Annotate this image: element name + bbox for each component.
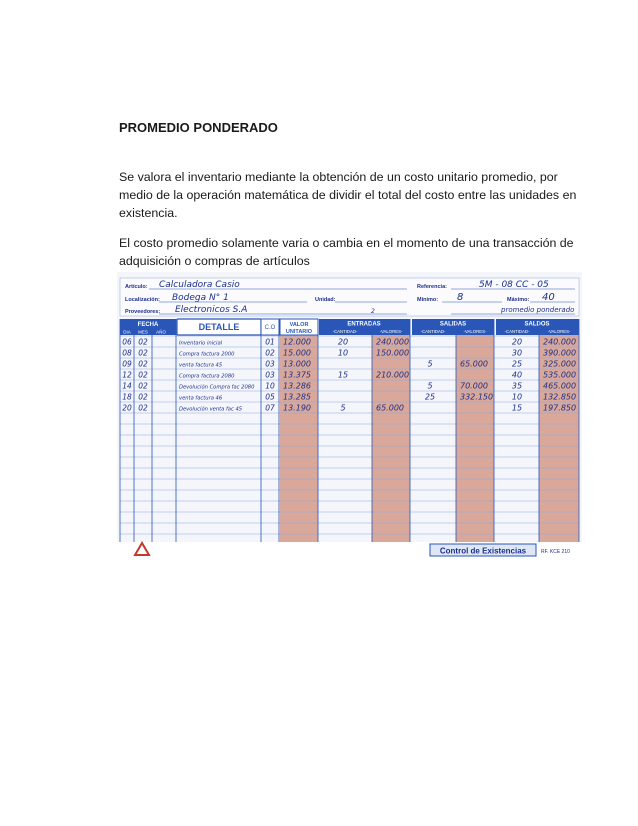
entradas-cantidad-header: -CANTIDAD-	[332, 329, 358, 334]
entradas-valores-header: -VALORES-	[379, 329, 403, 334]
cell-mes: 02	[138, 403, 148, 413]
cell-vu: 13.190	[283, 403, 311, 413]
mes-header: MES	[138, 329, 148, 335]
cell-sdo-cant: 35	[511, 381, 523, 391]
cell-sal-cant: 25	[424, 392, 436, 402]
saldos-header: SALDOS	[524, 321, 550, 328]
salidas-valores-header: -VALORES-	[463, 329, 487, 334]
ano-header: AÑO	[156, 329, 166, 335]
cell-sal-val: 70.000	[460, 381, 488, 391]
page-number: 2	[371, 308, 375, 315]
referencia-value: 5M - 08 CC - 05	[479, 280, 549, 290]
cell-co: 07	[265, 403, 275, 413]
kardex-card	[117, 272, 582, 562]
cell-detalle: venta factura 45	[179, 362, 223, 369]
cell-dia: 18	[122, 392, 132, 402]
cell-co: 03	[265, 370, 275, 380]
inventory-control-form	[117, 272, 582, 567]
detalle-header: DETALLE	[198, 322, 240, 332]
localizacion-label: Localización:	[125, 297, 160, 303]
cell-dia: 12	[122, 370, 132, 380]
cell-co: 03	[265, 359, 275, 369]
cell-sdo-val: 535.000	[543, 370, 577, 380]
fecha-header: FECHA	[137, 322, 159, 328]
co-header: C.O	[264, 325, 276, 331]
minimo-value: 8	[457, 292, 464, 303]
cell-vu: 12.000	[283, 337, 311, 347]
cell-co: 02	[265, 348, 275, 358]
cell-vu: 15.000	[283, 348, 311, 358]
cell-sdo-cant: 10	[511, 392, 523, 402]
cell-mes: 02	[138, 370, 148, 380]
cell-ent-val: 150.000	[376, 348, 410, 358]
cell-ent-val: 240.000	[376, 337, 410, 347]
cell-sdo-val: 465.000	[543, 381, 577, 391]
cell-vu: 13.375	[283, 370, 311, 380]
cell-ent-cant: 15	[337, 370, 349, 380]
cell-detalle: Compra factura 2000	[179, 351, 235, 358]
minimo-label: Mínimo:	[417, 297, 439, 303]
cell-sdo-val: 240.000	[543, 337, 577, 347]
cell-sdo-cant: 30	[511, 348, 523, 358]
cell-sdo-cant: 20	[511, 337, 523, 347]
saldos-cantidad-header: -CANTIDAD-	[504, 329, 530, 334]
cell-vu: 13.000	[283, 359, 311, 369]
proveedores-label: Proveedores:	[125, 309, 161, 315]
cell-sdo-val: 390.000	[543, 348, 577, 358]
cell-dia: 14	[122, 381, 132, 391]
proveedores-value: Electronicos S.A	[175, 305, 248, 315]
cell-vu: 13.285	[283, 392, 311, 402]
footer-reference: RF. KCE 210	[541, 549, 570, 555]
cell-mes: 02	[138, 337, 148, 347]
cell-sdo-cant: 40	[511, 370, 523, 380]
maximo-value: 40	[542, 292, 555, 303]
cell-ent-cant: 5	[340, 403, 346, 413]
articulo-value: Calculadora Casio	[159, 280, 240, 290]
cell-detalle: venta factura 46	[179, 395, 223, 402]
cell-sdo-val: 197.850	[543, 403, 577, 413]
cell-co: 05	[265, 392, 275, 402]
page-heading: PROMEDIO PONDERADO	[119, 120, 278, 135]
footer-title: Control de Existencias	[439, 546, 527, 556]
cell-co: 01	[265, 337, 275, 347]
referencia-label: Referencia:	[417, 284, 447, 290]
cell-sdo-cant: 25	[511, 359, 523, 369]
cell-sal-cant: 5	[427, 359, 433, 369]
cell-ent-val: 65.000	[376, 403, 404, 413]
dia-header: DIA	[123, 329, 131, 335]
cell-ent-val: 210.000	[376, 370, 410, 380]
cell-mes: 02	[138, 381, 148, 391]
maximo-label: Máximo:	[507, 297, 530, 303]
cell-ent-cant: 10	[337, 348, 349, 358]
cell-mes: 02	[138, 348, 148, 358]
cell-mes: 02	[138, 392, 148, 402]
cell-vu: 13.286	[283, 381, 311, 391]
articulo-label: Artículo:	[125, 284, 148, 290]
cell-detalle: Devolución venta fac 45	[179, 406, 243, 413]
cell-sal-val: 65.000	[460, 359, 488, 369]
cell-mes: 02	[138, 359, 148, 369]
cell-sdo-val: 132.850	[543, 392, 577, 402]
unidad-label: Unidad:	[315, 297, 336, 303]
cell-dia: 20	[122, 403, 132, 413]
salidas-header: SALIDAS	[439, 321, 467, 328]
cell-dia: 09	[122, 359, 132, 369]
paragraph-average-cost: El costo promedio solamente varia o cambia en el momento de una transacción de adquisición o compras de artículos	[119, 236, 574, 268]
cell-detalle: Inventario inicial	[179, 340, 223, 347]
cell-detalle: Compra factura 2080	[179, 373, 235, 380]
cell-dia: 08	[122, 348, 132, 358]
cell-sal-val: 332.150	[460, 392, 494, 402]
salidas-valores-column	[456, 319, 494, 542]
valor-header: VALOR	[289, 322, 309, 328]
unitario-header: UNITARIO	[285, 329, 313, 335]
saldos-valores-header: -VALORES-	[547, 329, 571, 334]
cell-dia: 06	[122, 337, 132, 347]
cell-detalle: Devolución Compra fac 2080	[179, 384, 255, 391]
metodo-value: promedio ponderado	[501, 306, 575, 314]
paragraph-definition: Se valora el inventario mediante la obtención de un costo unitario promedio, por medio de la operación matemática de dividir el total del costo entre las unidades en existencia.	[119, 170, 577, 220]
salidas-cantidad-header: -CANTIDAD-	[420, 329, 446, 334]
cell-sdo-val: 325.000	[543, 359, 577, 369]
entradas-header: ENTRADAS	[347, 321, 381, 328]
cell-sal-cant: 5	[427, 381, 433, 391]
localizacion-value: Bodega N° 1	[172, 293, 229, 303]
cell-co: 10	[265, 381, 275, 391]
cell-ent-cant: 20	[337, 337, 349, 347]
cell-sdo-cant: 15	[511, 403, 523, 413]
